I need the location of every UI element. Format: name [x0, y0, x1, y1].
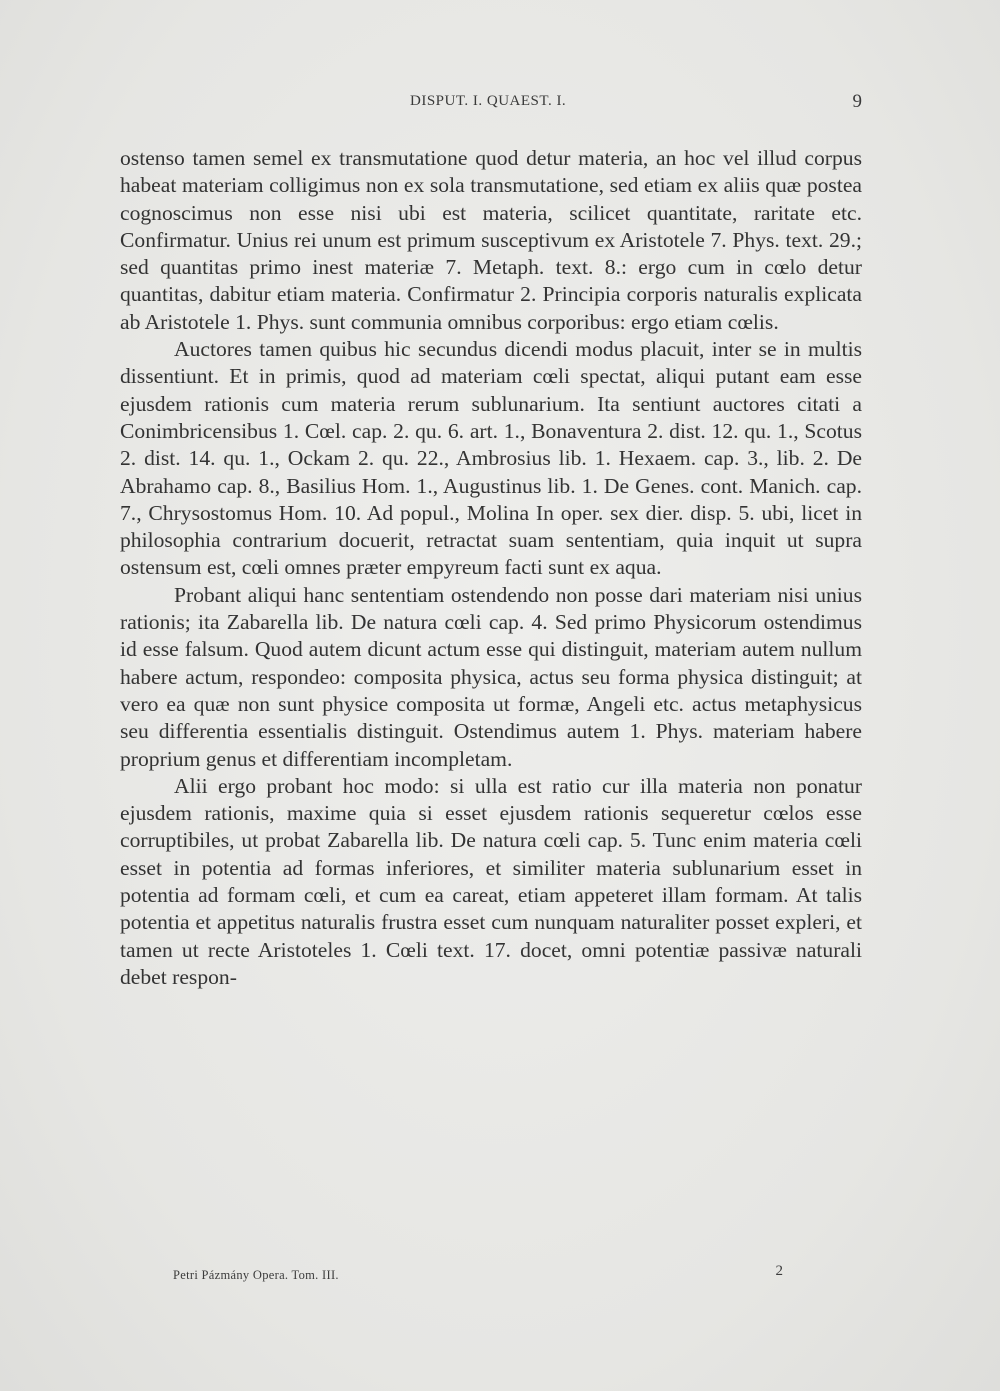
body-text: [120, 145, 862, 991]
page-footer: [173, 1263, 783, 1290]
paragraph-continued: ostenso tamen semel ex transmutatione quod detur materia, an hoc vel illud corpus habeat materiam colligimus non ex sola transmutatione, sed etiam ex aliis quæ postea cognoscimus non esse nisi ubi est materia, scilicet quantitate, raritate etc. Confirmatur. Unius rei unum est primum susceptivum ex Aristotele 7. Phys. text. 29.; sed quantitas primo inest materiæ 7. Metaph. text. 8.: ergo cum in cœlo detur quantitas, dabitur etiam materia. Confirmatur 2. Principia corporis naturalis explicata ab Aristotele 1. Phys. sunt communia omnibus corporibus: ergo etiam cœlis.: [120, 146, 862, 334]
running-head: [120, 93, 862, 119]
paragraph: Probant aliqui hanc sententiam ostendendo non posse dari materiam nisi unius rationis; ita Zabarella lib. De natura cœli cap. 4. Sed primo Physicorum ostendimus id esse falsum. Quod autem dicunt actum esse qui distinguit, materiam autem nullum habere actum, respondeo: composita physica, actus seu forma physica distinguit; at vero ea quæ non sunt physice composita ut formæ, Angeli etc. actus metaphysicus seu differentia essentialis distinguit. Ostendimus autem 1. Phys. materiam habere proprium genus et differentiam incompletam.: [120, 582, 862, 771]
paragraph: Auctores tamen quibus hic secundus dicendi modus placuit, inter se in multis dissentiunt. Et in primis, quod ad materiam cœli spectat, aliqui putant eam esse ejusdem rationis cum materia rerum sublunarium. Ita sentiunt auctores citati a Conimbricensibus 1. Cœl. cap. 2. qu. 6. art. 1., Bonaventura 2. dist. 12. qu. 1., Scotus 2. dist. 14. qu. 1., Ockam 2. qu. 22., Ambrosius lib. 1. Hexaem. cap. 3., lib. 2. De Abrahamo cap. 8., Basilius Hom. 1., Augustinus lib. 1. De Genes. cont. Manich. cap. 7., Chrysostomus Hom. 10. Ad popul., Molina In oper. sex dier. disp. 5. ubi, licet in philosophia contrarium docuerit, retractat suam sententiam, quia inquit ut supra ostensum est, cœli omnes præter empyreum facti sunt ex aqua.: [120, 337, 862, 580]
footer-imprint: Petri Pázmány Opera. Tom. III.: [173, 1268, 339, 1282]
running-title: DISPUT. I. QUAEST. I.: [410, 93, 567, 109]
page-number: 9: [852, 91, 862, 112]
paragraph: Alii ergo probant hoc modo: si ulla est ratio cur illa materia non ponatur ejusdem rationis, maxime quia si esset ejusdem rationis sequeretur cœlos esse corruptibiles, ut probat Zabarella lib. De natura cœli cap. 5. Tunc enim materia cœli esset in potentia ad formas inferiores, et similiter materia sublunarium esset in potentia ad formam cœli, et cum ea careat, etiam appeteret illam formam. At talis potentia et appetitus naturalis frustra esset cum nunquam naturaliter posset expleri, et tamen ut recte Aristoteles 1. Cœli text. 17. docet, omni potentiæ passivæ naturali debet respon-: [120, 773, 862, 989]
signature-mark: 2: [775, 1263, 783, 1279]
